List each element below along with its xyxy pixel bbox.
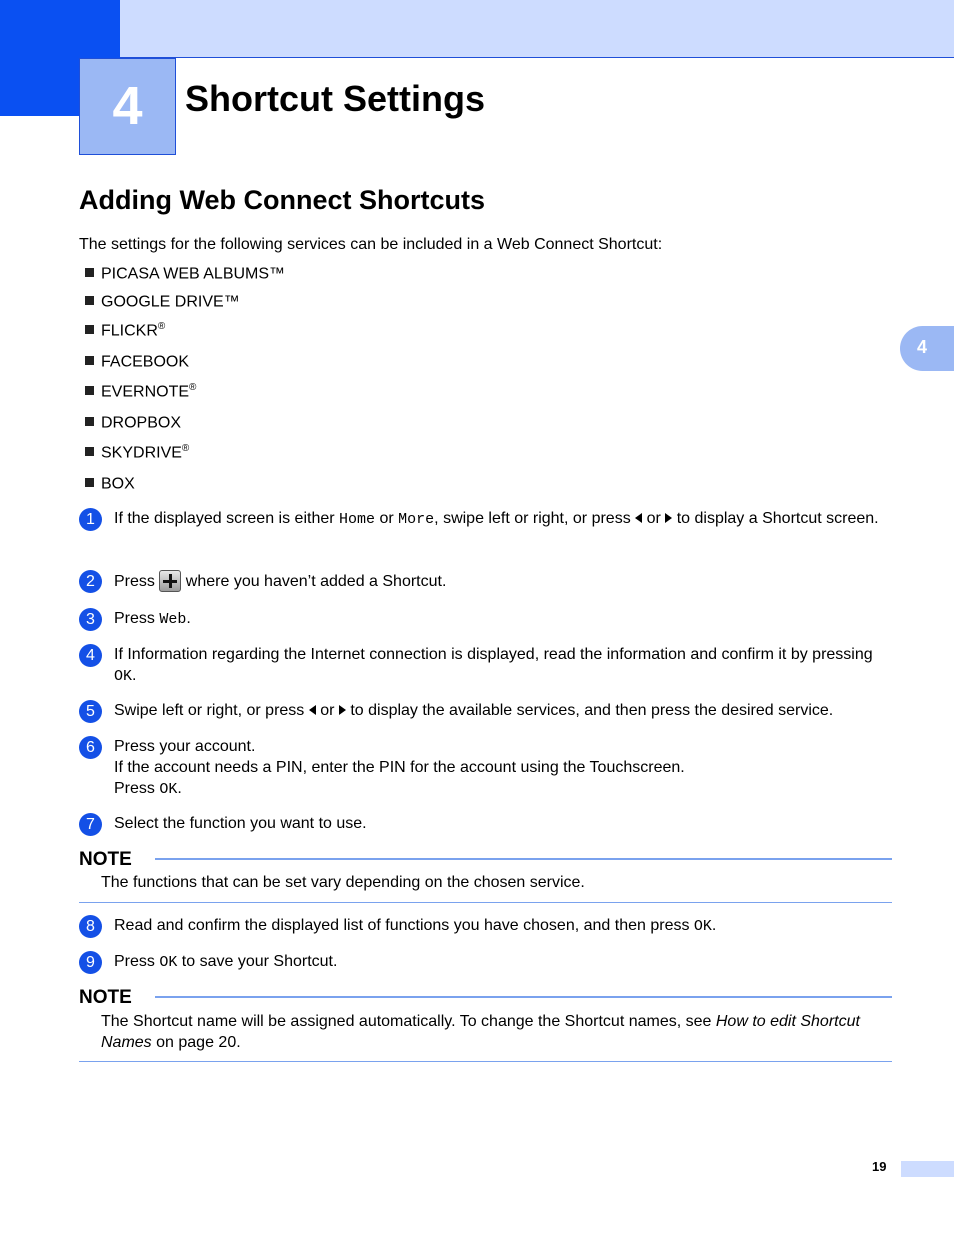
bullet-icon <box>85 478 94 487</box>
plus-button-icon <box>159 570 181 592</box>
step-9: 9 Press OK to save your Shortcut. <box>79 951 891 973</box>
step-4: 4 If Information regarding the Internet connection is displayed, read the information and confirm it by pressing OK. <box>79 644 891 687</box>
step-2: 2 Press where you haven’t added a Shortcut. <box>79 570 891 592</box>
bullet-icon <box>85 325 94 334</box>
note-bottom-rule <box>79 902 892 903</box>
bullet-icon <box>85 417 94 426</box>
bullet-icon <box>85 296 94 305</box>
note-label: NOTE <box>79 849 132 870</box>
note-text: The Shortcut name will be assigned automatically. To change the Shortcut names, see How to edit Shortcut Names on page 20. <box>101 1013 860 1051</box>
service-item: PICASA WEB ALBUMS™ <box>85 264 285 283</box>
step-number: 1 <box>79 508 102 531</box>
step-number: 3 <box>79 608 102 631</box>
step-number: 6 <box>79 736 102 759</box>
service-item: EVERNOTE® <box>85 382 196 401</box>
service-item: DROPBOX <box>85 413 181 432</box>
step-6: 6 Press your account. If the account needs a PIN, enter the PIN for the account using the Touchscreen. Press OK. <box>79 736 891 800</box>
bullet-icon <box>85 268 94 277</box>
cross-reference-link[interactable]: How to edit Shortcut Names <box>101 1013 860 1051</box>
service-item: BOX <box>85 474 135 493</box>
bullet-icon <box>85 356 94 365</box>
chapter-number: 4 <box>79 58 176 155</box>
note-rule <box>155 858 892 860</box>
step-number: 4 <box>79 644 102 667</box>
step-8: 8 Read and confirm the displayed list of functions you have chosen, and then press OK. <box>79 915 891 937</box>
step-7: 7 Select the function you want to use. <box>79 813 891 834</box>
step-number: 5 <box>79 700 102 723</box>
note-bottom-rule <box>79 1061 892 1062</box>
note-text: The functions that can be set vary depending on the chosen service. <box>101 874 585 891</box>
step-number: 9 <box>79 951 102 974</box>
step-number: 8 <box>79 915 102 938</box>
service-item: GOOGLE DRIVE™ <box>85 292 240 311</box>
page-bar <box>901 1161 954 1177</box>
step-number: 2 <box>79 570 102 593</box>
chapter-side-tab: 4 <box>900 326 954 371</box>
step-1: 1 If the displayed screen is either Home or More, swipe left or right, or press or to display a Shortcut screen. <box>79 508 891 530</box>
section-title: Adding Web Connect Shortcuts <box>79 185 485 215</box>
bullet-icon <box>85 386 94 395</box>
intro-text: The settings for the following services can be included in a Web Connect Shortcut: <box>79 236 663 253</box>
bullet-icon <box>85 447 94 456</box>
triangle-right-icon <box>339 705 346 715</box>
step-5: 5 Swipe left or right, or press or to display the available services, and then press the desired service. <box>79 700 891 721</box>
chapter-title: Shortcut Settings <box>185 78 486 119</box>
header-rule <box>120 57 954 58</box>
note-label: NOTE <box>79 987 132 1008</box>
service-item: FACEBOOK <box>85 352 189 371</box>
page-number: 19 <box>872 1159 887 1174</box>
step-3: 3 Press Web. <box>79 608 891 630</box>
service-item: SKYDRIVE® <box>85 443 189 462</box>
note-rule <box>155 996 892 998</box>
step-number: 7 <box>79 813 102 836</box>
triangle-left-icon <box>309 705 316 715</box>
header-band <box>0 0 954 58</box>
service-item: FLICKR® <box>85 321 165 340</box>
